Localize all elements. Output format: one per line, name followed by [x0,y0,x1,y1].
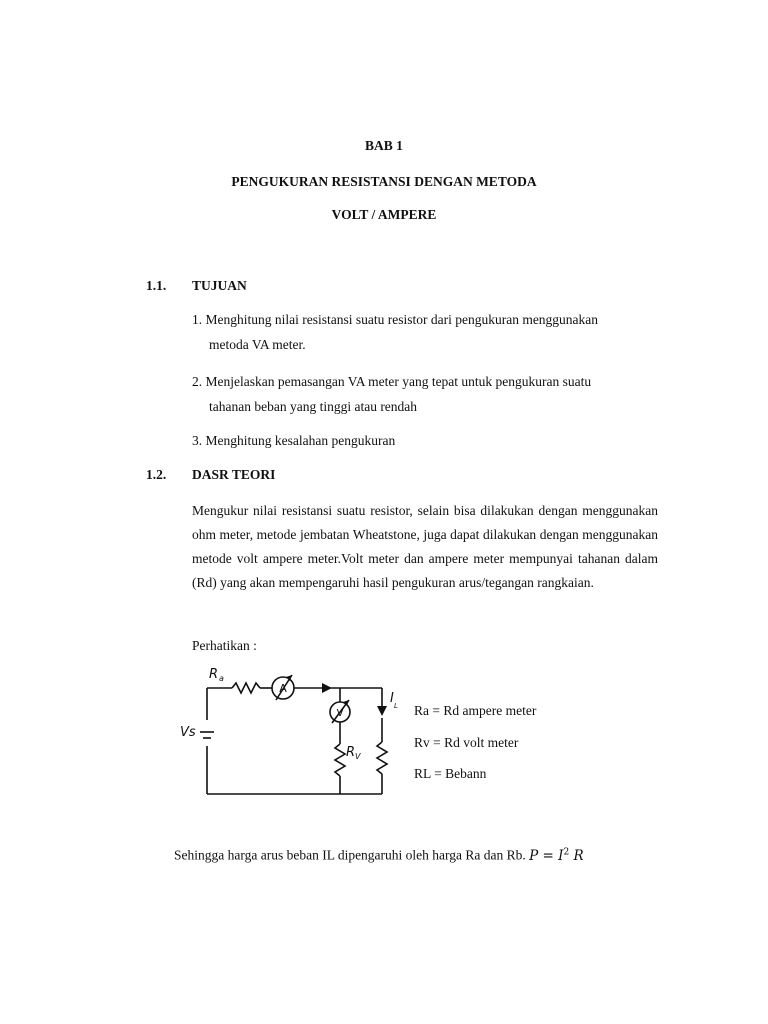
svg-text:V: V [355,752,361,761]
chapter-title-line2: VOLT / AMPERE [331,207,437,222]
label-rv: R [346,745,356,760]
section-number-1: 1.1. [146,278,167,293]
conclusion-line [174,847,584,864]
formula-equals: = [542,847,554,864]
label-voltmeter: V [336,708,344,719]
theory-paragraph: Mengukur nilai resistansi suatu resistor, selain bisa dilakukan dengan menggunakan ohm meter, metode jembatan Wheatstone, juga dapat dilakukan dengan menggunakan metode volt ampere meter.Volt meter dan ampere meter mempunyai tahanan dalam (Rd) yang akan mempengaruhi hasil pengukuran arus/tegangan rangkaian. [192,503,658,590]
chapter-title-line1: PENGUKURAN RESISTANSI DENGAN METODA [231,174,537,189]
legend-rl: RL = Bebann [414,766,487,781]
formula-p: P [529,847,539,864]
circuit-diagram [178,662,398,802]
conclusion-text: Sehingga harga arus beban IL dipengaruhi oleh harga Ra dan Rb. [174,847,526,863]
note-perhatikan: Perhatikan : [192,638,257,653]
svg-text:a: a [219,674,224,683]
formula-r: R [573,847,584,864]
list-item-1-line1: 1. Menghitung nilai resistansi suatu resistor dari pengukuran menggunakan [192,312,599,327]
label-ammeter: A [279,682,287,695]
formula-exponent: 2 [563,847,570,857]
section-title-dasar-teori: DASR TEORI [192,467,276,482]
section-number-2: 1.2. [146,467,167,482]
list-item-3-line1: 3. Menghitung kesalahan pengukuran [192,433,396,448]
svg-text:L: L [394,702,398,710]
list-item-2-line2: tahanan beban yang tinggi atau rendah [209,399,418,414]
section-title-tujuan: TUJUAN [192,278,247,293]
list-item-2-line1: 2. Menjelaskan pemasangan VA meter yang tepat untuk pengukuran suatu [192,374,592,389]
legend-rv: Rv = Rd volt meter [414,735,519,750]
load-current-arrow-icon [377,706,387,716]
chapter-heading: BAB 1 [365,138,403,153]
label-ra: R [209,667,219,682]
formula-i: I [558,847,564,864]
list-item-1-line2: metoda VA meter. [209,337,306,352]
label-vs: Vs [180,725,196,740]
formula [529,848,584,864]
label-il: I [390,691,394,706]
current-arrow-icon [322,683,332,693]
legend-ra: Ra = Rd ampere meter [414,703,537,718]
